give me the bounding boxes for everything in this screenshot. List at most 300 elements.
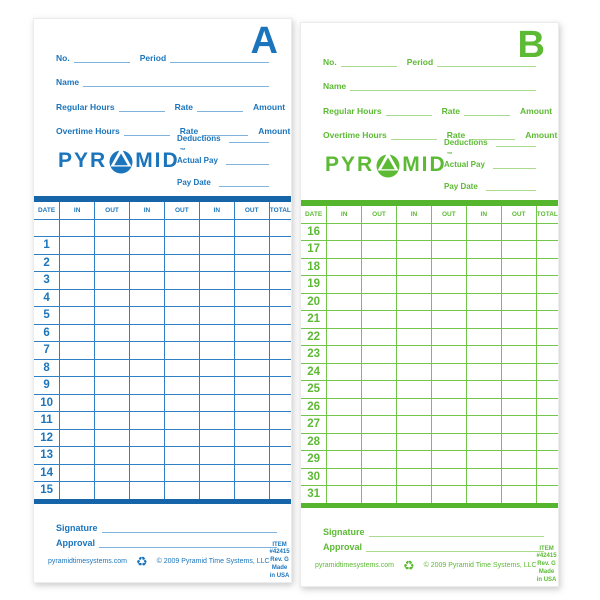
punch-cell: [60, 219, 95, 237]
time-row: [34, 219, 291, 237]
time-row: [34, 412, 291, 430]
punch-cell: [60, 394, 95, 412]
punch-cell: [95, 237, 130, 255]
time-row: [34, 359, 291, 377]
pay-date-row: [444, 179, 536, 191]
punch-cell: [536, 293, 558, 311]
date-cell: 11: [34, 412, 60, 430]
punch-cell: [130, 289, 165, 307]
punch-cell: [199, 429, 234, 447]
punch-cell: [164, 447, 199, 465]
punch-cell: [466, 381, 501, 399]
punch-cell: [95, 254, 130, 272]
approval-blank-line: [366, 542, 544, 552]
col-header-out: OUT: [501, 206, 536, 224]
punch-cell: [466, 416, 501, 434]
pay-date-row: [177, 175, 269, 187]
punch-cell: [234, 254, 269, 272]
logo-and-pay-section: [323, 135, 536, 199]
punch-cell: [466, 223, 501, 241]
date-cell: 25: [301, 381, 327, 399]
punch-cell: [164, 482, 199, 499]
col-header-total: TOTAL: [269, 202, 291, 220]
punch-cell: [397, 398, 432, 416]
time-row: [301, 451, 558, 469]
punch-cell: [362, 311, 397, 329]
punch-cell: [130, 272, 165, 290]
trademark-symbol: ™: [446, 152, 453, 158]
item-info: [537, 546, 557, 585]
punch-cell: [466, 293, 501, 311]
punch-cell: [536, 276, 558, 294]
time-row: [301, 433, 558, 451]
header-row: [34, 202, 291, 220]
time-row: [34, 272, 291, 290]
col-header-in: IN: [60, 202, 95, 220]
punch-cell: [466, 486, 501, 503]
name-blank-line: [83, 77, 269, 87]
punch-cell: [327, 416, 362, 434]
punch-cell: [431, 398, 466, 416]
punch-cell: [269, 482, 291, 499]
date-cell: 28: [301, 433, 327, 451]
punch-cell: [130, 342, 165, 360]
table-bottom-bar: [301, 503, 558, 509]
punch-cell: [199, 412, 234, 430]
punch-cell: [199, 237, 234, 255]
approval-label: Approval: [56, 538, 96, 548]
punch-cell: [327, 433, 362, 451]
punch-cell: [164, 412, 199, 430]
time-row: [34, 342, 291, 360]
punch-cell: [60, 307, 95, 325]
punch-cell: [234, 307, 269, 325]
date-cell: 12: [34, 429, 60, 447]
punch-cell: [397, 311, 432, 329]
time-row: [34, 307, 291, 325]
punch-cell: [536, 416, 558, 434]
time-row: [34, 289, 291, 307]
punch-cell: [397, 346, 432, 364]
logo-and-pay-section: [56, 131, 269, 195]
punch-cell: [431, 346, 466, 364]
punch-cell: [269, 307, 291, 325]
punch-cell: [501, 433, 536, 451]
punch-cell: [164, 342, 199, 360]
period-blank-line: [437, 57, 536, 67]
date-cell: 20: [301, 293, 327, 311]
punch-cell: [199, 447, 234, 465]
signature-blank-line: [369, 527, 544, 537]
punch-cell: [199, 482, 234, 499]
pyramid-triangle-icon: [108, 147, 134, 174]
time-row: [34, 324, 291, 342]
pay-date-blank-line: [486, 181, 536, 191]
punch-cell: [466, 433, 501, 451]
date-cell: 7: [34, 342, 60, 360]
punch-cell: [362, 293, 397, 311]
punch-cell: [536, 398, 558, 416]
punch-cell: [234, 272, 269, 290]
punch-cell: [536, 363, 558, 381]
punch-cell: [362, 416, 397, 434]
punch-cell: [501, 486, 536, 503]
date-cell: 1: [34, 237, 60, 255]
period-label: Period: [139, 53, 167, 63]
punch-cell: [431, 328, 466, 346]
date-cell: 14: [34, 464, 60, 482]
punch-cell: [501, 381, 536, 399]
punch-cell: [466, 468, 501, 486]
punch-table-section: [301, 200, 558, 508]
punch-cell: [431, 381, 466, 399]
punch-cell: [536, 381, 558, 399]
punch-cell: [130, 307, 165, 325]
actual-pay-blank-line: [493, 159, 536, 169]
date-cell: 9: [34, 377, 60, 395]
punch-cell: [95, 482, 130, 499]
punch-cell: [501, 416, 536, 434]
punch-cell: [362, 433, 397, 451]
punch-cell: [327, 451, 362, 469]
punch-cell: [536, 241, 558, 259]
punch-cell: [164, 219, 199, 237]
punch-cell: [234, 482, 269, 499]
punch-cell: [327, 223, 362, 241]
punch-cell: [199, 272, 234, 290]
period-blank-line: [170, 53, 269, 63]
regular-hours-blank-line: [119, 102, 165, 112]
punch-cell: [130, 219, 165, 237]
time-card-b: [300, 22, 559, 587]
punch-cell: [397, 381, 432, 399]
no-label: No.: [56, 53, 70, 63]
punch-cell: [130, 447, 165, 465]
overtime-hours-label: Overtime Hours: [323, 130, 387, 140]
punch-cell: [130, 377, 165, 395]
punch-cell: [501, 258, 536, 276]
rate-label: Rate: [179, 126, 199, 136]
punch-cell: [199, 254, 234, 272]
punch-cell: [60, 377, 95, 395]
punch-cell: [466, 258, 501, 276]
date-cell: 26: [301, 398, 327, 416]
table-bottom-bar: [34, 499, 291, 505]
punch-cell: [234, 289, 269, 307]
punch-cell: [536, 311, 558, 329]
punch-cell: [95, 289, 130, 307]
logo-text-left: PYR: [325, 153, 375, 176]
signature-blank-line: [102, 523, 277, 533]
punch-cell: [362, 241, 397, 259]
punch-cell: [60, 324, 95, 342]
punch-cell: [60, 237, 95, 255]
punch-cell: [95, 219, 130, 237]
trademark-symbol: ™: [179, 148, 186, 154]
punch-cell: [431, 416, 466, 434]
punch-cell: [164, 324, 199, 342]
punch-cell: [234, 377, 269, 395]
punch-cell: [327, 486, 362, 503]
punch-cell: [164, 359, 199, 377]
punch-cell: [397, 328, 432, 346]
punch-cell: [536, 346, 558, 364]
pyramid-logo: [58, 147, 186, 174]
rate-blank-line: [464, 106, 510, 116]
punch-cell: [95, 447, 130, 465]
approval-row: [323, 540, 544, 552]
punch-cell: [327, 241, 362, 259]
punch-cell: [501, 241, 536, 259]
punch-cell: [130, 254, 165, 272]
punch-table-section: [34, 196, 291, 504]
punch-cell: [431, 276, 466, 294]
amount-label: Amount: [258, 126, 291, 136]
approval-row: [56, 536, 277, 548]
date-cell: 16: [301, 223, 327, 241]
amount-label: Amount: [525, 130, 558, 140]
punch-cell: [95, 324, 130, 342]
punch-cell: [234, 324, 269, 342]
col-header-out: OUT: [431, 206, 466, 224]
punch-cell: [327, 328, 362, 346]
col-header-out: OUT: [362, 206, 397, 224]
punch-cell: [269, 359, 291, 377]
punch-cell: [397, 258, 432, 276]
punch-cell: [269, 464, 291, 482]
punch-cell: [269, 324, 291, 342]
punch-cell: [536, 486, 558, 503]
no-blank-line: [341, 57, 397, 67]
rate-label: Rate: [174, 102, 194, 112]
col-header-in: IN: [199, 202, 234, 220]
time-row: [301, 293, 558, 311]
punch-cell: [431, 468, 466, 486]
punch-cell: [269, 272, 291, 290]
date-cell: 18: [301, 258, 327, 276]
punch-cell: [130, 324, 165, 342]
card-letter: B: [517, 24, 545, 66]
rate-blank-line: [197, 102, 243, 112]
punch-cell: [234, 237, 269, 255]
date-cell: 10: [34, 394, 60, 412]
punch-cell: [501, 223, 536, 241]
item-label: ITEM: [272, 541, 287, 548]
punch-cell: [60, 464, 95, 482]
col-header-total: TOTAL: [536, 206, 558, 224]
punch-cell: [466, 398, 501, 416]
punch-cell: [362, 223, 397, 241]
punch-cell: [536, 258, 558, 276]
punch-cell: [431, 451, 466, 469]
name-blank-line: [350, 81, 536, 91]
time-row: [34, 254, 291, 272]
no-period-row: [56, 51, 269, 63]
time-row: [301, 276, 558, 294]
rate-label: Rate: [446, 130, 466, 140]
punch-cell: [431, 433, 466, 451]
punch-cell: [362, 381, 397, 399]
time-row: [301, 398, 558, 416]
time-row: [34, 464, 291, 482]
signature-label: Signature: [56, 523, 98, 533]
item-label: ITEM: [539, 545, 554, 552]
punch-cell: [397, 276, 432, 294]
time-card-a: [33, 18, 292, 583]
logo-text-left: PYR: [58, 149, 108, 172]
punch-cell: [397, 416, 432, 434]
punch-cell: [269, 254, 291, 272]
date-cell: [34, 219, 60, 237]
punch-cell: [164, 377, 199, 395]
punch-table: [34, 202, 291, 499]
approval-blank-line: [99, 538, 277, 548]
date-cell: 4: [34, 289, 60, 307]
punch-cell: [95, 464, 130, 482]
website-text: pyramidtimesystems.com: [48, 557, 127, 565]
approval-label: Approval: [323, 542, 363, 552]
punch-cell: [234, 394, 269, 412]
punch-cell: [130, 464, 165, 482]
punch-cell: [60, 254, 95, 272]
punch-cell: [501, 363, 536, 381]
punch-cell: [431, 293, 466, 311]
punch-cell: [501, 328, 536, 346]
punch-cell: [431, 486, 466, 503]
col-header-out: OUT: [234, 202, 269, 220]
punch-cell: [234, 464, 269, 482]
overtime-hours-label: Overtime Hours: [56, 126, 120, 136]
card-letter: A: [250, 20, 278, 62]
deductions-label: Deductions: [444, 138, 488, 147]
punch-cell: [466, 311, 501, 329]
punch-cell: [362, 276, 397, 294]
punch-cell: [327, 311, 362, 329]
name-label: Name: [323, 81, 347, 91]
punch-cell: [95, 272, 130, 290]
date-cell: 2: [34, 254, 60, 272]
punch-cell: [362, 363, 397, 381]
punch-table-header: [34, 202, 291, 220]
pay-date-label: Pay Date: [177, 178, 211, 187]
made-in-text: Made in USA: [536, 568, 557, 583]
time-row: [301, 311, 558, 329]
punch-cell: [95, 359, 130, 377]
punch-cell: [362, 486, 397, 503]
punch-cell: [95, 412, 130, 430]
rate-label: Rate: [441, 106, 461, 116]
punch-cell: [199, 377, 234, 395]
regular-hours-label: Regular Hours: [56, 102, 115, 112]
pay-date-label: Pay Date: [444, 182, 478, 191]
punch-cell: [362, 468, 397, 486]
punch-cell: [95, 342, 130, 360]
punch-cell: [327, 293, 362, 311]
punch-cell: [130, 482, 165, 499]
pay-date-blank-line: [219, 177, 269, 187]
date-cell: 21: [301, 311, 327, 329]
punch-cell: [536, 468, 558, 486]
date-cell: 8: [34, 359, 60, 377]
punch-cell: [130, 394, 165, 412]
regular-hours-label: Regular Hours: [323, 106, 382, 116]
punch-table-body: [301, 223, 558, 503]
punch-cell: [269, 289, 291, 307]
punch-cell: [234, 359, 269, 377]
pyramid-triangle-icon: [375, 151, 401, 178]
time-row: [301, 468, 558, 486]
punch-cell: [60, 272, 95, 290]
time-row: [301, 241, 558, 259]
punch-cell: [130, 359, 165, 377]
time-row: [34, 394, 291, 412]
punch-cell: [397, 468, 432, 486]
date-cell: 23: [301, 346, 327, 364]
punch-cell: [269, 219, 291, 237]
punch-cell: [466, 328, 501, 346]
punch-cell: [431, 258, 466, 276]
punch-cell: [234, 447, 269, 465]
actual-pay-label: Actual Pay: [444, 160, 485, 169]
amount-label: Amount: [520, 106, 553, 116]
punch-cell: [199, 324, 234, 342]
name-label: Name: [56, 77, 80, 87]
time-row: [301, 416, 558, 434]
recycle-icon: ♻: [402, 557, 415, 573]
punch-cell: [60, 359, 95, 377]
date-cell: 17: [301, 241, 327, 259]
punch-cell: [269, 429, 291, 447]
punch-cell: [60, 447, 95, 465]
deductions-blank-line: [229, 133, 269, 143]
col-header-date: DATE: [34, 202, 60, 220]
time-row: [34, 377, 291, 395]
date-cell: 22: [301, 328, 327, 346]
punch-cell: [164, 254, 199, 272]
punch-cell: [397, 241, 432, 259]
punch-cell: [362, 398, 397, 416]
punch-cell: [327, 398, 362, 416]
punch-cell: [501, 398, 536, 416]
punch-cell: [199, 289, 234, 307]
punch-cell: [199, 394, 234, 412]
date-cell: 24: [301, 363, 327, 381]
punch-cell: [327, 276, 362, 294]
punch-cell: [269, 394, 291, 412]
signature-row: [323, 525, 544, 537]
time-row: [301, 486, 558, 503]
punch-cell: [431, 363, 466, 381]
punch-cell: [234, 342, 269, 360]
punch-cell: [397, 223, 432, 241]
punch-table-body: [34, 219, 291, 499]
regular-hours-row: [56, 100, 286, 112]
time-row: [301, 363, 558, 381]
punch-cell: [466, 241, 501, 259]
punch-cell: [95, 377, 130, 395]
deductions-label: Deductions: [177, 134, 221, 143]
no-period-row: [323, 55, 536, 67]
col-header-in: IN: [397, 206, 432, 224]
punch-cell: [501, 346, 536, 364]
punch-cell: [269, 412, 291, 430]
time-row: [34, 429, 291, 447]
punch-cell: [466, 363, 501, 381]
actual-pay-blank-line: [226, 155, 269, 165]
col-header-in: IN: [466, 206, 501, 224]
punch-cell: [327, 346, 362, 364]
recycle-icon: ♻: [135, 553, 148, 569]
